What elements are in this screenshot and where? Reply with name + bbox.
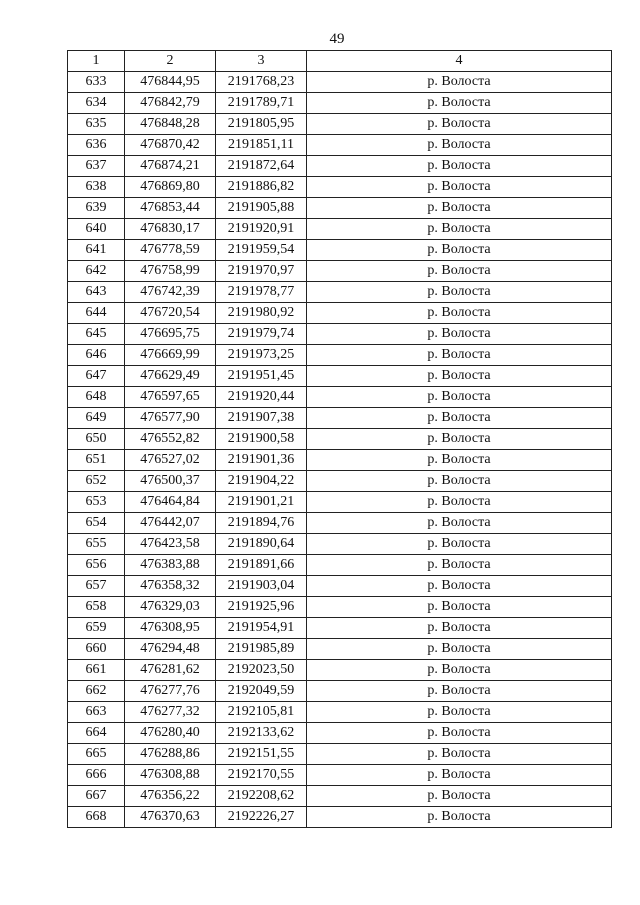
point-number-cell: 659: [68, 618, 125, 639]
point-number-cell: 655: [68, 534, 125, 555]
y-coordinate-cell: 2191789,71: [216, 93, 307, 114]
table-row: [68, 366, 612, 387]
description-cell: р. Волоста: [307, 135, 612, 156]
y-coordinate-cell: 2191903,04: [216, 576, 307, 597]
table-row: [68, 471, 612, 492]
table-row: [68, 744, 612, 765]
description-cell: р. Волоста: [307, 618, 612, 639]
y-coordinate-cell: 2191980,92: [216, 303, 307, 324]
table-row: [68, 618, 612, 639]
table-row: [68, 345, 612, 366]
table-row: [68, 240, 612, 261]
table-body: [68, 72, 612, 828]
description-cell: р. Волоста: [307, 450, 612, 471]
x-coordinate-cell: 476778,59: [125, 240, 216, 261]
table-row: [68, 387, 612, 408]
x-coordinate-cell: 476500,37: [125, 471, 216, 492]
table-row: [68, 324, 612, 345]
x-coordinate-cell: 476288,86: [125, 744, 216, 765]
y-coordinate-cell: 2191959,54: [216, 240, 307, 261]
description-cell: р. Волоста: [307, 597, 612, 618]
point-number-cell: 668: [68, 807, 125, 828]
y-coordinate-cell: 2192170,55: [216, 765, 307, 786]
point-number-cell: 646: [68, 345, 125, 366]
y-coordinate-cell: 2191907,38: [216, 408, 307, 429]
point-number-cell: 643: [68, 282, 125, 303]
description-cell: р. Волоста: [307, 387, 612, 408]
description-cell: р. Волоста: [307, 429, 612, 450]
table-row: [68, 408, 612, 429]
y-coordinate-cell: 2191872,64: [216, 156, 307, 177]
x-coordinate-cell: 476329,03: [125, 597, 216, 618]
point-number-cell: 649: [68, 408, 125, 429]
table-row: [68, 807, 612, 828]
x-coordinate-cell: 476830,17: [125, 219, 216, 240]
description-cell: р. Волоста: [307, 681, 612, 702]
x-coordinate-cell: 476308,88: [125, 765, 216, 786]
y-coordinate-cell: 2192151,55: [216, 744, 307, 765]
description-cell: р. Волоста: [307, 366, 612, 387]
table-row: [68, 597, 612, 618]
x-coordinate-cell: 476294,48: [125, 639, 216, 660]
table-row: [68, 93, 612, 114]
table-row: [68, 198, 612, 219]
table-row: [68, 282, 612, 303]
x-coordinate-cell: 476853,44: [125, 198, 216, 219]
point-number-cell: 639: [68, 198, 125, 219]
table-row: [68, 135, 612, 156]
y-coordinate-cell: 2191920,44: [216, 387, 307, 408]
table-row: [68, 261, 612, 282]
description-cell: р. Волоста: [307, 807, 612, 828]
point-number-cell: 663: [68, 702, 125, 723]
table-row: [68, 156, 612, 177]
table-row: [68, 702, 612, 723]
x-coordinate-cell: 476280,40: [125, 723, 216, 744]
point-number-cell: 654: [68, 513, 125, 534]
table-row: [68, 450, 612, 471]
point-number-cell: 652: [68, 471, 125, 492]
description-cell: р. Волоста: [307, 639, 612, 660]
x-coordinate-cell: 476669,99: [125, 345, 216, 366]
point-number-cell: 634: [68, 93, 125, 114]
y-coordinate-cell: 2191970,97: [216, 261, 307, 282]
coordinates-table: [67, 50, 612, 828]
column-header-1: 1: [68, 51, 125, 72]
point-number-cell: 667: [68, 786, 125, 807]
point-number-cell: 635: [68, 114, 125, 135]
description-cell: р. Волоста: [307, 240, 612, 261]
x-coordinate-cell: 476281,62: [125, 660, 216, 681]
description-cell: р. Волоста: [307, 492, 612, 513]
y-coordinate-cell: 2191894,76: [216, 513, 307, 534]
description-cell: р. Волоста: [307, 555, 612, 576]
point-number-cell: 661: [68, 660, 125, 681]
y-coordinate-cell: 2191985,89: [216, 639, 307, 660]
description-cell: р. Волоста: [307, 198, 612, 219]
point-number-cell: 644: [68, 303, 125, 324]
point-number-cell: 638: [68, 177, 125, 198]
x-coordinate-cell: 476527,02: [125, 450, 216, 471]
description-cell: р. Волоста: [307, 72, 612, 93]
table-row: [68, 639, 612, 660]
table-row: [68, 219, 612, 240]
point-number-cell: 658: [68, 597, 125, 618]
table-row: [68, 786, 612, 807]
description-cell: р. Волоста: [307, 723, 612, 744]
description-cell: р. Волоста: [307, 93, 612, 114]
x-coordinate-cell: 476277,76: [125, 681, 216, 702]
y-coordinate-cell: 2191954,91: [216, 618, 307, 639]
y-coordinate-cell: 2191851,11: [216, 135, 307, 156]
description-cell: р. Волоста: [307, 702, 612, 723]
y-coordinate-cell: 2191805,95: [216, 114, 307, 135]
y-coordinate-cell: 2191886,82: [216, 177, 307, 198]
point-number-cell: 664: [68, 723, 125, 744]
x-coordinate-cell: 476874,21: [125, 156, 216, 177]
y-coordinate-cell: 2191768,23: [216, 72, 307, 93]
x-coordinate-cell: 476848,28: [125, 114, 216, 135]
table-row: [68, 555, 612, 576]
description-cell: р. Волоста: [307, 576, 612, 597]
table-header: [68, 51, 612, 72]
point-number-cell: 656: [68, 555, 125, 576]
description-cell: р. Волоста: [307, 177, 612, 198]
table-header-row: [68, 51, 612, 72]
x-coordinate-cell: 476720,54: [125, 303, 216, 324]
description-cell: р. Волоста: [307, 324, 612, 345]
y-coordinate-cell: 2191901,21: [216, 492, 307, 513]
point-number-cell: 637: [68, 156, 125, 177]
y-coordinate-cell: 2191973,25: [216, 345, 307, 366]
table-row: [68, 723, 612, 744]
description-cell: р. Волоста: [307, 114, 612, 135]
point-number-cell: 650: [68, 429, 125, 450]
table-row: [68, 492, 612, 513]
point-number-cell: 648: [68, 387, 125, 408]
x-coordinate-cell: 476629,49: [125, 366, 216, 387]
y-coordinate-cell: 2191891,66: [216, 555, 307, 576]
x-coordinate-cell: 476758,99: [125, 261, 216, 282]
description-cell: р. Волоста: [307, 156, 612, 177]
column-header-3: 3: [216, 51, 307, 72]
y-coordinate-cell: 2191905,88: [216, 198, 307, 219]
y-coordinate-cell: 2191951,45: [216, 366, 307, 387]
point-number-cell: 640: [68, 219, 125, 240]
page-number: 49: [329, 31, 345, 47]
description-cell: р. Волоста: [307, 408, 612, 429]
table-row: [68, 303, 612, 324]
x-coordinate-cell: 476277,32: [125, 702, 216, 723]
description-cell: р. Волоста: [307, 534, 612, 555]
x-coordinate-cell: 476742,39: [125, 282, 216, 303]
y-coordinate-cell: 2191900,58: [216, 429, 307, 450]
y-coordinate-cell: 2191904,22: [216, 471, 307, 492]
x-coordinate-cell: 476370,63: [125, 807, 216, 828]
description-cell: р. Волоста: [307, 765, 612, 786]
point-number-cell: 647: [68, 366, 125, 387]
x-coordinate-cell: 476442,07: [125, 513, 216, 534]
x-coordinate-cell: 476552,82: [125, 429, 216, 450]
table-row: [68, 765, 612, 786]
description-cell: р. Волоста: [307, 513, 612, 534]
table-row: [68, 177, 612, 198]
x-coordinate-cell: 476358,32: [125, 576, 216, 597]
x-coordinate-cell: 476842,79: [125, 93, 216, 114]
x-coordinate-cell: 476870,42: [125, 135, 216, 156]
y-coordinate-cell: 2192023,50: [216, 660, 307, 681]
y-coordinate-cell: 2191979,74: [216, 324, 307, 345]
x-coordinate-cell: 476869,80: [125, 177, 216, 198]
table-row: [68, 513, 612, 534]
point-number-cell: 665: [68, 744, 125, 765]
x-coordinate-cell: 476844,95: [125, 72, 216, 93]
point-number-cell: 662: [68, 681, 125, 702]
y-coordinate-cell: 2191901,36: [216, 450, 307, 471]
x-coordinate-cell: 476464,84: [125, 492, 216, 513]
y-coordinate-cell: 2191978,77: [216, 282, 307, 303]
y-coordinate-cell: 2192105,81: [216, 702, 307, 723]
x-coordinate-cell: 476308,95: [125, 618, 216, 639]
y-coordinate-cell: 2191890,64: [216, 534, 307, 555]
description-cell: р. Волоста: [307, 660, 612, 681]
point-number-cell: 641: [68, 240, 125, 261]
column-header-4: 4: [307, 51, 612, 72]
point-number-cell: 636: [68, 135, 125, 156]
description-cell: р. Волоста: [307, 345, 612, 366]
y-coordinate-cell: 2192049,59: [216, 681, 307, 702]
description-cell: р. Волоста: [307, 303, 612, 324]
point-number-cell: 651: [68, 450, 125, 471]
description-cell: р. Волоста: [307, 219, 612, 240]
description-cell: р. Волоста: [307, 261, 612, 282]
point-number-cell: 657: [68, 576, 125, 597]
table-row: [68, 660, 612, 681]
point-number-cell: 653: [68, 492, 125, 513]
point-number-cell: 633: [68, 72, 125, 93]
description-cell: р. Волоста: [307, 282, 612, 303]
description-cell: р. Волоста: [307, 471, 612, 492]
point-number-cell: 660: [68, 639, 125, 660]
table-row: [68, 114, 612, 135]
table-row: [68, 576, 612, 597]
x-coordinate-cell: 476597,65: [125, 387, 216, 408]
table-row: [68, 72, 612, 93]
column-header-2: 2: [125, 51, 216, 72]
description-cell: р. Волоста: [307, 744, 612, 765]
description-cell: р. Волоста: [307, 786, 612, 807]
table-row: [68, 534, 612, 555]
point-number-cell: 645: [68, 324, 125, 345]
x-coordinate-cell: 476423,58: [125, 534, 216, 555]
y-coordinate-cell: 2192226,27: [216, 807, 307, 828]
point-number-cell: 642: [68, 261, 125, 282]
table-row: [68, 681, 612, 702]
y-coordinate-cell: 2192208,62: [216, 786, 307, 807]
x-coordinate-cell: 476695,75: [125, 324, 216, 345]
x-coordinate-cell: 476383,88: [125, 555, 216, 576]
x-coordinate-cell: 476577,90: [125, 408, 216, 429]
point-number-cell: 666: [68, 765, 125, 786]
y-coordinate-cell: 2191925,96: [216, 597, 307, 618]
y-coordinate-cell: 2192133,62: [216, 723, 307, 744]
y-coordinate-cell: 2191920,91: [216, 219, 307, 240]
table-row: [68, 429, 612, 450]
x-coordinate-cell: 476356,22: [125, 786, 216, 807]
